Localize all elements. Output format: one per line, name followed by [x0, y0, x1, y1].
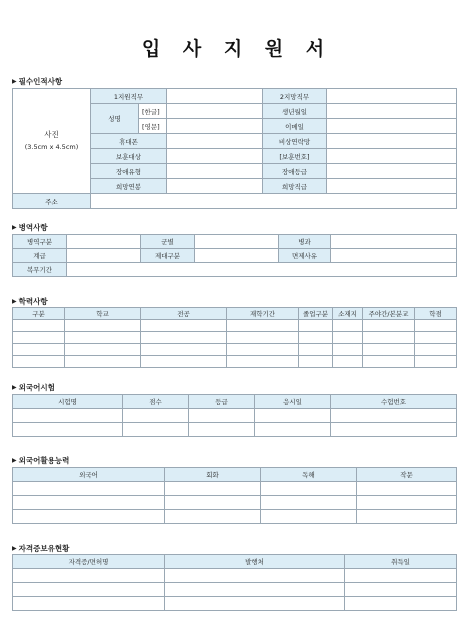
table-cell[interactable]: [299, 332, 333, 344]
certificates-rows: [13, 569, 457, 611]
header-cell: 작문: [357, 468, 457, 482]
section-title-education: [12, 296, 48, 307]
label-desired-salary: 희망연봉: [91, 179, 167, 194]
table-cell[interactable]: [165, 510, 261, 524]
table-cell[interactable]: [165, 496, 261, 510]
table-cell[interactable]: [357, 510, 457, 524]
table-cell[interactable]: [13, 496, 165, 510]
section-title-text: 필수인적사항: [18, 77, 63, 86]
table-row: [13, 320, 457, 332]
label-mobile: 휴대폰: [91, 134, 167, 149]
label-military-branch: 군별: [141, 235, 195, 249]
table-row: [13, 482, 457, 496]
section-title-certificates: [12, 543, 69, 554]
certificates-header-row: [13, 555, 457, 569]
table-cell[interactable]: [345, 597, 457, 611]
header-cell: 재학기간: [227, 308, 299, 320]
input-military-rank[interactable]: [67, 249, 141, 263]
table-cell[interactable]: [333, 332, 363, 344]
section-title-text: 학력사항: [18, 297, 48, 306]
section-title-text: 외국어활용능력: [18, 456, 70, 465]
language-skill-table: [12, 467, 457, 524]
header-cell: 학교: [65, 308, 141, 320]
table-cell[interactable]: [255, 423, 331, 437]
language-skill-rows: [13, 482, 457, 524]
input-desired-salary[interactable]: [167, 179, 263, 194]
label-disability-grade: 장애등급: [263, 164, 327, 179]
label-disability-type: 장애유형: [91, 164, 167, 179]
table-cell[interactable]: [65, 332, 141, 344]
table-cell[interactable]: [363, 332, 415, 344]
section-title-language-test: [12, 382, 55, 393]
table-cell[interactable]: [415, 332, 457, 344]
table-cell[interactable]: [13, 356, 65, 368]
section-title-military: [12, 222, 48, 233]
label-second-choice: 2지망직무: [263, 89, 327, 104]
table-cell[interactable]: [123, 409, 189, 423]
header-cell: 점수: [123, 395, 189, 409]
language-test-table: [12, 394, 457, 437]
header-cell: 시험명: [13, 395, 123, 409]
table-cell[interactable]: [363, 356, 415, 368]
education-rows: [13, 320, 457, 368]
certificates-table: [12, 554, 457, 611]
table-cell[interactable]: [261, 496, 357, 510]
table-cell[interactable]: [261, 510, 357, 524]
input-military-type[interactable]: [67, 235, 141, 249]
input-first-choice[interactable]: [167, 89, 263, 104]
header-cell: 외국어: [13, 468, 165, 482]
table-row: [13, 356, 457, 368]
label-military-exempt: 면제사유: [279, 249, 331, 263]
table-cell[interactable]: [333, 344, 363, 356]
photo-label: 사진: [44, 130, 59, 139]
table-cell[interactable]: [299, 356, 333, 368]
table-cell[interactable]: [189, 409, 255, 423]
input-veteran[interactable]: [167, 149, 263, 164]
header-cell: 회화: [165, 468, 261, 482]
table-cell[interactable]: [227, 356, 299, 368]
table-cell[interactable]: [189, 423, 255, 437]
table-cell[interactable]: [415, 320, 457, 332]
table-cell[interactable]: [331, 423, 457, 437]
table-cell[interactable]: [13, 569, 165, 583]
language-skill-header-row: [13, 468, 457, 482]
table-cell[interactable]: [255, 409, 331, 423]
table-row: [13, 510, 457, 524]
label-military-type: 병역구분: [13, 235, 67, 249]
triangle-bullet-icon: ▶: [12, 78, 17, 85]
table-cell[interactable]: [141, 356, 227, 368]
label-name: 성명: [91, 104, 139, 134]
table-cell[interactable]: [13, 583, 165, 597]
label-emergency: 비상연락망: [263, 134, 327, 149]
table-cell[interactable]: [415, 344, 457, 356]
table-cell[interactable]: [165, 583, 345, 597]
table-cell[interactable]: [357, 496, 457, 510]
input-military-branch[interactable]: [195, 235, 279, 249]
language-test-rows: [13, 409, 457, 437]
input-name-eng[interactable]: [167, 119, 263, 134]
table-row: [13, 409, 457, 423]
header-cell: 취득일: [345, 555, 457, 569]
label-desired-position: 희망직급: [263, 179, 327, 194]
table-cell[interactable]: [261, 482, 357, 496]
table-cell[interactable]: [141, 320, 227, 332]
table-row: [13, 332, 457, 344]
table-cell[interactable]: [165, 569, 345, 583]
table-cell[interactable]: [299, 344, 333, 356]
input-military-exempt[interactable]: [331, 249, 457, 263]
label-military-period: 복무기간: [13, 263, 67, 277]
table-cell[interactable]: [363, 344, 415, 356]
table-cell[interactable]: [123, 423, 189, 437]
table-cell[interactable]: [345, 583, 457, 597]
label-name-eng: [영문]: [139, 119, 167, 134]
header-cell: 자격증/면허명: [13, 555, 165, 569]
header-cell: 응시일: [255, 395, 331, 409]
input-name-kor[interactable]: [167, 104, 263, 119]
section-title-text: 자격증보유현황: [18, 544, 70, 553]
table-cell[interactable]: [65, 344, 141, 356]
section-title-personal: [12, 76, 62, 87]
triangle-bullet-icon: ▶: [12, 384, 17, 391]
table-cell[interactable]: [299, 320, 333, 332]
table-cell[interactable]: [13, 344, 65, 356]
header-cell: 등급: [189, 395, 255, 409]
table-cell[interactable]: [227, 320, 299, 332]
label-birth: 생년월일: [263, 104, 327, 119]
section-title-text: 병역사항: [18, 223, 48, 232]
table-cell[interactable]: [227, 332, 299, 344]
header-cell: 발행처: [165, 555, 345, 569]
input-disability-type[interactable]: [167, 164, 263, 179]
table-row: [13, 569, 457, 583]
table-cell[interactable]: [13, 320, 65, 332]
input-disability-grade[interactable]: [327, 164, 457, 179]
section-title-text: 외국어시험: [18, 383, 55, 392]
label-military-rank: 계급: [13, 249, 67, 263]
input-military-period[interactable]: [67, 263, 457, 277]
table-cell[interactable]: [333, 320, 363, 332]
education-table: [12, 307, 457, 368]
table-cell[interactable]: [345, 569, 457, 583]
header-cell: 주야간/본분교: [363, 308, 415, 320]
triangle-bullet-icon: ▶: [12, 224, 17, 231]
label-name-kor: [한글]: [139, 104, 167, 119]
table-cell[interactable]: [65, 320, 141, 332]
input-military-specialty[interactable]: [331, 235, 457, 249]
header-cell: 수험번호: [331, 395, 457, 409]
input-emergency[interactable]: [327, 134, 457, 149]
label-military-discharge: 제대구분: [141, 249, 195, 263]
section-title-language-skill: [12, 455, 69, 466]
label-email: 이메일: [263, 119, 327, 134]
page-title: 입 사 지 원 서: [141, 38, 333, 60]
table-row: [13, 597, 457, 611]
table-cell[interactable]: [333, 356, 363, 368]
table-row: [13, 423, 457, 437]
table-cell[interactable]: [227, 344, 299, 356]
label-veteran-no: [보훈번호]: [263, 149, 327, 164]
label-first-choice: 1지원직무: [91, 89, 167, 104]
label-military-specialty: 병과: [279, 235, 331, 249]
language-test-header-row: [13, 395, 457, 409]
personal-info-table: [12, 88, 457, 209]
table-row: [13, 583, 457, 597]
photo-size: (3.5cm x 4.5cm): [24, 143, 79, 151]
header-cell: 구분: [13, 308, 65, 320]
table-cell[interactable]: [165, 482, 261, 496]
photo-cell[interactable]: [13, 89, 91, 194]
label-veteran: 보훈대상: [91, 149, 167, 164]
table-cell[interactable]: [13, 597, 165, 611]
table-row: [13, 496, 457, 510]
table-cell[interactable]: [13, 423, 123, 437]
header-cell: 소재지: [333, 308, 363, 320]
table-cell[interactable]: [141, 332, 227, 344]
input-veteran-no[interactable]: [327, 149, 457, 164]
table-cell[interactable]: [331, 409, 457, 423]
table-cell[interactable]: [363, 320, 415, 332]
header-cell: 독해: [261, 468, 357, 482]
header-cell: 전공: [141, 308, 227, 320]
header-cell: 졸업구분: [299, 308, 333, 320]
header-cell: 학점: [415, 308, 457, 320]
triangle-bullet-icon: ▶: [12, 457, 17, 464]
input-email[interactable]: [327, 119, 457, 134]
table-cell[interactable]: [13, 332, 65, 344]
military-table: [12, 234, 457, 277]
table-cell[interactable]: [13, 510, 165, 524]
input-desired-position[interactable]: [327, 179, 457, 194]
label-address: 주소: [13, 194, 91, 209]
input-mobile[interactable]: [167, 134, 263, 149]
input-birth[interactable]: [327, 104, 457, 119]
education-header-row: [13, 308, 457, 320]
input-address[interactable]: [91, 194, 457, 209]
table-cell[interactable]: [141, 344, 227, 356]
table-cell[interactable]: [165, 597, 345, 611]
table-cell[interactable]: [13, 482, 165, 496]
table-cell[interactable]: [65, 356, 141, 368]
table-row: [13, 344, 457, 356]
table-cell[interactable]: [415, 356, 457, 368]
triangle-bullet-icon: ▶: [12, 545, 17, 552]
input-military-discharge[interactable]: [195, 249, 279, 263]
table-cell[interactable]: [357, 482, 457, 496]
triangle-bullet-icon: ▶: [12, 298, 17, 305]
table-cell[interactable]: [13, 409, 123, 423]
input-second-choice[interactable]: [327, 89, 457, 104]
